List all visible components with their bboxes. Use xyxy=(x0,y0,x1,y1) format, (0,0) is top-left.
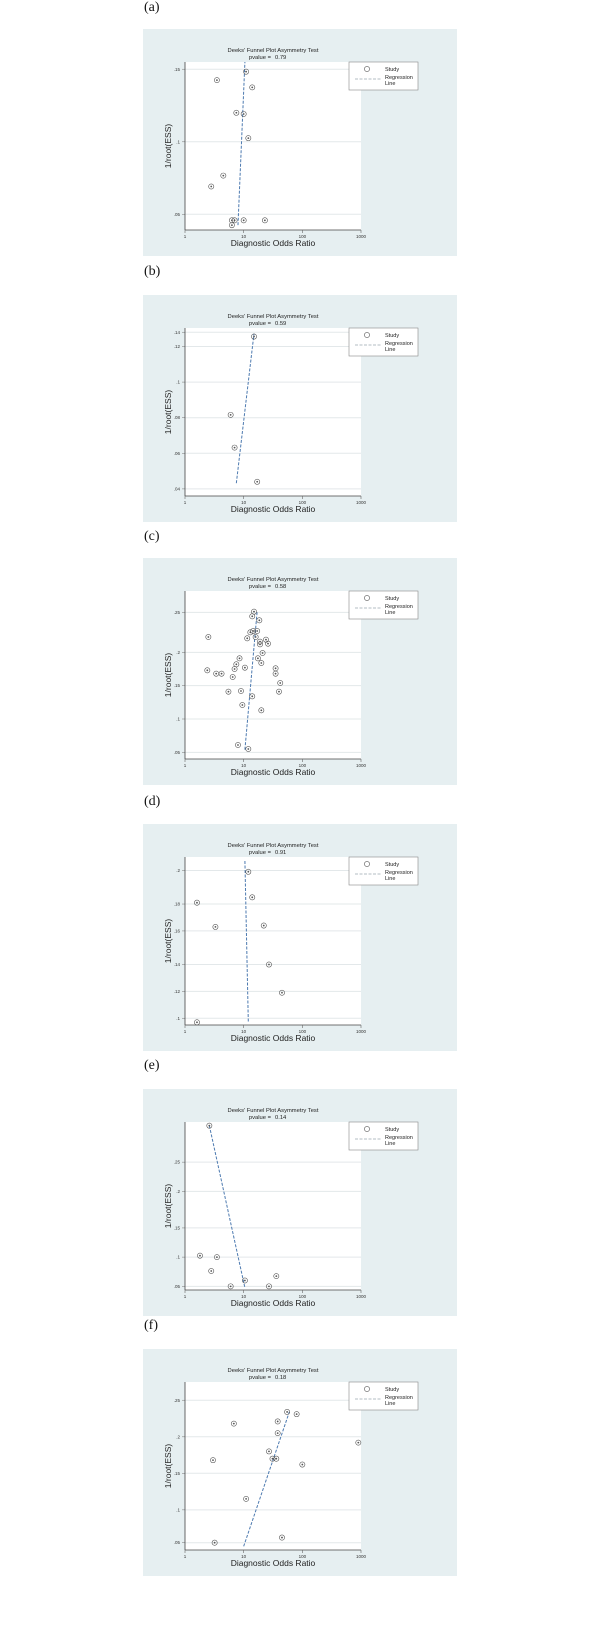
legend-line-label: Line xyxy=(385,876,396,882)
study-point-center xyxy=(247,748,249,750)
panel-label: (a) xyxy=(144,0,160,15)
legend-study-label: Study xyxy=(385,1127,400,1133)
funnel-plot-panel xyxy=(143,1089,457,1316)
study-point-center xyxy=(216,79,218,81)
study-point-center xyxy=(210,1270,212,1272)
chart-title: Deeks' Funnel Plot Asymmetry Test xyxy=(227,1108,319,1114)
study-point-center xyxy=(239,657,241,659)
y-tick-label: .2 xyxy=(176,1188,180,1194)
study-point-center xyxy=(241,704,243,706)
pvalue-label: pvalue = xyxy=(248,584,271,590)
y-tick-label: .1 xyxy=(176,716,180,722)
chart-title: Deeks' Funnel Plot Asymmetry Test xyxy=(227,843,319,849)
y-tick-label: .04 xyxy=(173,486,180,492)
x-tick-label: 1 xyxy=(183,1554,187,1559)
study-point-center xyxy=(251,86,253,88)
study-point-center xyxy=(251,695,253,697)
y-tick-label: .05 xyxy=(173,1283,180,1289)
x-tick-label: 1000 xyxy=(355,763,367,768)
study-point-center xyxy=(256,481,258,483)
study-point-center xyxy=(231,219,233,221)
funnel-plot xyxy=(143,558,457,785)
study-point-center xyxy=(240,690,242,692)
pvalue: 0.59 xyxy=(275,321,287,327)
study-point-center xyxy=(228,691,230,693)
chart-title: Deeks' Funnel Plot Asymmetry Test xyxy=(227,1368,319,1374)
legend-regression-label: Regression xyxy=(385,75,413,81)
study-point-center xyxy=(301,1464,303,1466)
y-tick-label: .1 xyxy=(176,1254,180,1260)
legend-study-label: Study xyxy=(385,1387,400,1393)
study-point-center xyxy=(230,414,232,416)
pvalue-label: pvalue = xyxy=(248,1115,271,1121)
x-tick-label: 10 xyxy=(241,1294,247,1299)
study-point-center xyxy=(234,447,236,449)
plot-area xyxy=(185,1122,361,1290)
y-tick-label: .25 xyxy=(173,609,180,615)
study-point-center xyxy=(196,902,198,904)
x-tick-label: 1000 xyxy=(355,234,367,239)
x-tick-label: 1 xyxy=(183,1029,187,1034)
study-point-center xyxy=(253,336,255,338)
chart-title: Deeks' Funnel Plot Asymmetry Test xyxy=(227,314,319,320)
chart-title: Deeks' Funnel Plot Asymmetry Test xyxy=(227,48,319,54)
study-point-center xyxy=(263,925,265,927)
legend xyxy=(349,857,418,885)
pvalue-label: pvalue = xyxy=(248,55,271,61)
funnel-plot-panel xyxy=(143,1349,457,1576)
legend xyxy=(349,62,418,90)
funnel-plot xyxy=(143,29,457,256)
study-point-center xyxy=(208,1125,210,1127)
study-point-center xyxy=(199,1255,201,1257)
study-point-center xyxy=(257,657,259,659)
study-point-center xyxy=(296,1413,298,1415)
x-tick-label: 10 xyxy=(241,1554,247,1559)
study-point-center xyxy=(237,744,239,746)
study-point-center xyxy=(232,676,234,678)
legend-regression-label: Regression xyxy=(385,1395,413,1401)
legend-study-label: Study xyxy=(385,67,400,73)
study-point-center xyxy=(207,636,209,638)
funnel-plot-panel xyxy=(143,295,457,522)
y-axis-label: 1/root(ESS) xyxy=(163,1443,173,1489)
x-tick-label: 100 xyxy=(298,1294,307,1299)
y-tick-label: .2 xyxy=(176,867,180,873)
pvalue: 0.58 xyxy=(275,584,287,590)
study-point-center xyxy=(260,662,262,664)
funnel-plot xyxy=(143,824,457,1051)
study-point-center xyxy=(268,1285,270,1287)
x-tick-label: 10 xyxy=(241,763,247,768)
funnel-plot xyxy=(143,1349,457,1576)
funnel-plot xyxy=(143,1089,457,1316)
x-axis-label: Diagnostic Odds Ratio xyxy=(230,1558,316,1568)
study-point-center xyxy=(215,673,217,675)
study-point-center xyxy=(235,663,237,665)
panel-label: (c) xyxy=(144,529,160,544)
study-point-center xyxy=(268,964,270,966)
study-point-center xyxy=(275,1458,277,1460)
x-tick-label: 100 xyxy=(298,234,307,239)
x-tick-label: 1 xyxy=(183,234,187,239)
plot-area xyxy=(185,857,361,1025)
y-tick-label: .14 xyxy=(173,329,180,335)
study-point-center xyxy=(222,175,224,177)
plot-area xyxy=(185,328,361,496)
legend xyxy=(349,328,418,356)
study-point-center xyxy=(221,673,223,675)
study-point-center xyxy=(243,113,245,115)
y-axis-label: 1/root(ESS) xyxy=(163,652,173,698)
y-tick-label: .15 xyxy=(173,1470,180,1476)
study-point-center xyxy=(247,137,249,139)
y-tick-label: .1 xyxy=(176,1015,180,1021)
plot-area xyxy=(185,62,361,230)
x-axis-label: Diagnostic Odds Ratio xyxy=(230,767,316,777)
legend-regression-label: Regression xyxy=(385,604,413,610)
y-tick-label: .1 xyxy=(176,1507,180,1513)
study-point-center xyxy=(230,1285,232,1287)
study-point-center xyxy=(256,630,258,632)
y-tick-label: .05 xyxy=(173,749,180,755)
study-point-center xyxy=(214,1542,216,1544)
study-point-center xyxy=(268,1450,270,1452)
y-tick-label: .06 xyxy=(173,450,180,456)
y-tick-label: .15 xyxy=(173,683,180,689)
x-tick-label: 1 xyxy=(183,500,187,505)
x-tick-label: 1000 xyxy=(355,1294,367,1299)
y-tick-label: .12 xyxy=(173,344,180,350)
y-tick-label: .25 xyxy=(173,1397,180,1403)
y-tick-label: .25 xyxy=(173,1159,180,1165)
study-point-center xyxy=(286,1411,288,1413)
study-point-center xyxy=(267,643,269,645)
y-tick-label: .18 xyxy=(173,901,180,907)
chart-title: Deeks' Funnel Plot Asymmetry Test xyxy=(227,577,319,583)
y-axis-label: 1/root(ESS) xyxy=(163,389,173,435)
study-point-center xyxy=(278,691,280,693)
study-point-center xyxy=(262,652,264,654)
y-tick-label: .14 xyxy=(173,962,180,968)
x-axis-label: Diagnostic Odds Ratio xyxy=(230,238,316,248)
funnel-plot-panel xyxy=(143,824,457,1051)
legend-study-label: Study xyxy=(385,596,400,602)
legend-study-label: Study xyxy=(385,333,400,339)
funnel-plot xyxy=(143,295,457,522)
study-point-center xyxy=(277,1432,279,1434)
x-axis-label: Diagnostic Odds Ratio xyxy=(230,504,316,514)
x-tick-label: 10 xyxy=(241,234,247,239)
funnel-plot-panel xyxy=(143,29,457,256)
x-tick-label: 1000 xyxy=(355,500,367,505)
legend-regression-label: Regression xyxy=(385,1135,413,1141)
study-point-center xyxy=(252,630,254,632)
study-point-center xyxy=(281,992,283,994)
y-axis-label: 1/root(ESS) xyxy=(163,1183,173,1229)
pvalue-label: pvalue = xyxy=(248,321,271,327)
pvalue: 0.14 xyxy=(275,1115,287,1121)
study-point-center xyxy=(231,224,233,226)
study-point-center xyxy=(277,1421,279,1423)
pvalue-label: pvalue = xyxy=(248,850,271,856)
legend-line-label: Line xyxy=(385,1401,396,1407)
x-tick-label: 1 xyxy=(183,1294,187,1299)
study-point-center xyxy=(264,219,266,221)
legend-regression-label: Regression xyxy=(385,341,413,347)
study-point-center xyxy=(246,637,248,639)
y-axis-label: 1/root(ESS) xyxy=(163,123,173,169)
legend xyxy=(349,1382,418,1410)
plot-area xyxy=(185,591,361,759)
study-point-center xyxy=(275,667,277,669)
study-point-center xyxy=(272,1458,274,1460)
x-axis-label: Diagnostic Odds Ratio xyxy=(230,1033,316,1043)
y-tick-label: .1 xyxy=(176,379,180,385)
study-point-center xyxy=(281,1537,283,1539)
study-point-center xyxy=(212,1459,214,1461)
study-point-center xyxy=(196,1021,198,1023)
y-axis-label: 1/root(ESS) xyxy=(163,918,173,964)
study-point-center xyxy=(215,926,217,928)
study-point-center xyxy=(275,1275,277,1277)
study-point-center xyxy=(235,112,237,114)
x-tick-label: 100 xyxy=(298,1029,307,1034)
panel-label: (b) xyxy=(144,264,161,279)
study-point-center xyxy=(245,71,247,73)
x-tick-label: 1000 xyxy=(355,1029,367,1034)
study-point-center xyxy=(245,1498,247,1500)
study-point-center xyxy=(216,1256,218,1258)
panel-label: (e) xyxy=(144,1058,160,1073)
study-point-center xyxy=(275,673,277,675)
study-point-center xyxy=(255,636,257,638)
funnel-plot-panel xyxy=(143,558,457,785)
legend xyxy=(349,1122,418,1150)
x-tick-label: 100 xyxy=(298,763,307,768)
y-tick-label: .1 xyxy=(176,139,180,145)
study-point-center xyxy=(251,615,253,617)
study-point-center xyxy=(244,1280,246,1282)
x-tick-label: 100 xyxy=(298,1554,307,1559)
y-tick-label: .05 xyxy=(173,1540,180,1546)
pvalue: 0.79 xyxy=(275,55,287,61)
plot-area xyxy=(185,1382,361,1550)
x-axis-label: Diagnostic Odds Ratio xyxy=(230,1298,316,1308)
y-tick-label: .05 xyxy=(173,211,180,217)
study-point-center xyxy=(251,896,253,898)
study-point-center xyxy=(234,668,236,670)
panel-label: (f) xyxy=(144,1318,158,1333)
y-tick-label: .16 xyxy=(173,928,180,934)
y-tick-label: .08 xyxy=(173,415,180,421)
pvalue-label: pvalue = xyxy=(248,1375,271,1381)
study-point-center xyxy=(357,1442,359,1444)
x-tick-label: 1000 xyxy=(355,1554,367,1559)
study-point-center xyxy=(260,709,262,711)
study-point-center xyxy=(244,667,246,669)
x-tick-label: 10 xyxy=(241,1029,247,1034)
study-point-center xyxy=(210,186,212,188)
study-point-center xyxy=(265,639,267,641)
pvalue: 0.91 xyxy=(275,850,287,856)
legend-study-label: Study xyxy=(385,862,400,868)
legend-line-label: Line xyxy=(385,1141,396,1147)
y-tick-label: .2 xyxy=(176,649,180,655)
legend-line-label: Line xyxy=(385,347,396,353)
x-tick-label: 1 xyxy=(183,763,187,768)
study-point-center xyxy=(233,1423,235,1425)
panel-label: (d) xyxy=(144,794,161,809)
x-tick-label: 10 xyxy=(241,500,247,505)
legend-line-label: Line xyxy=(385,81,396,87)
legend-line-label: Line xyxy=(385,610,396,616)
study-point-center xyxy=(279,682,281,684)
y-tick-label: .15 xyxy=(173,66,180,72)
study-point-center xyxy=(206,669,208,671)
study-point-center xyxy=(253,611,255,613)
y-tick-label: .2 xyxy=(176,1434,180,1440)
study-point-center xyxy=(259,641,261,643)
study-point-center xyxy=(247,871,249,873)
pvalue: 0.18 xyxy=(275,1375,287,1381)
study-point-center xyxy=(243,219,245,221)
legend xyxy=(349,591,418,619)
y-tick-label: .15 xyxy=(173,1225,180,1231)
study-point-center xyxy=(258,619,260,621)
x-tick-label: 100 xyxy=(298,500,307,505)
y-tick-label: .12 xyxy=(173,988,180,994)
legend-regression-label: Regression xyxy=(385,870,413,876)
